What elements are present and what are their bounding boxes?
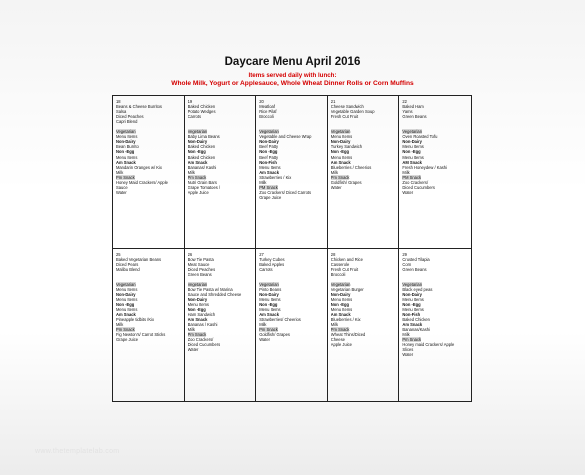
- menu-line-text: Am Snack: [402, 322, 423, 328]
- menu-line: [259, 195, 325, 200]
- menu-line-text: 28: [330, 251, 336, 257]
- menu-line-text: Menu Items: [116, 154, 138, 160]
- menu-line-text: Am Snack: [116, 312, 136, 318]
- menu-calendar-grid: [112, 95, 472, 402]
- menu-line-text: Capri Blend: [116, 119, 138, 125]
- menu-line-text: PM Snack: [259, 184, 278, 190]
- menu-line-text: Milk: [259, 179, 267, 185]
- menu-line-text: Malibu Blend: [116, 266, 140, 272]
- menu-line-text: Diced Pears: [116, 261, 139, 267]
- menu-line-text: Corn: [402, 261, 412, 267]
- menu-line-text: Green Beans: [187, 271, 212, 277]
- menu-line-text: Strawberries/ Cheerios: [259, 317, 301, 323]
- menu-line-text: 26: [187, 251, 193, 257]
- menu-line-text: Non-Dairy: [259, 139, 279, 145]
- menu-line-text: Rice Pilaf: [259, 109, 277, 115]
- menu-line-text: Menu Items: [402, 307, 424, 313]
- menu-line-text: Fresh Honeydew / Kashi: [402, 164, 447, 170]
- menu-line-text: Non-Dairy: [116, 291, 136, 297]
- menu-line-text: 19: [187, 99, 193, 104]
- menu-line-text: Am Snack: [259, 169, 279, 175]
- menu-line-text: Beef Patty: [259, 144, 279, 150]
- menu-line-text: Pm Snack: [116, 327, 135, 333]
- menu-line-text: AM Snack: [402, 159, 422, 165]
- menu-line-text: Black eyed peas: [402, 286, 433, 292]
- menu-line-text: Beans & Cheese Burritos: [116, 104, 162, 110]
- menu-line-text: Goldfish/ Grapes: [330, 179, 362, 185]
- menu-line-text: Milk: [259, 322, 267, 328]
- menu-line-text: Baked Ham: [402, 104, 424, 110]
- menu-line-text: Non -Egg: [116, 149, 135, 155]
- menu-line-text: 22: [402, 99, 407, 104]
- menu-line-text: Vegetarian: [402, 129, 422, 135]
- menu-line-text: Non-Fish: [259, 159, 277, 165]
- menu-line-text: Pineapple tidbits /Kix: [116, 317, 155, 323]
- menu-line-text: Menu Items: [330, 154, 353, 160]
- menu-line-text: Am Snack: [330, 159, 351, 165]
- menu-line-text: Menu Items: [330, 296, 353, 302]
- menu-line-text: Cheese Sandwich: [330, 104, 364, 110]
- day-cell: [185, 249, 257, 402]
- menu-line-text: Vegetarian: [187, 281, 208, 287]
- menu-line-text: Pm Snack: [187, 174, 207, 180]
- menu-line-text: Potato Wedges: [187, 109, 216, 115]
- menu-line-text: Bananas/Kashi: [402, 327, 430, 333]
- menu-line-text: Menu Items: [116, 307, 138, 313]
- menu-line-text: Sauce: [116, 184, 128, 190]
- menu-line-text: Blueberries / Cheerios: [330, 164, 372, 170]
- menu-line-text: Menu Items: [402, 296, 424, 302]
- menu-line-text: Vegetable and Cheese Wrap: [259, 134, 312, 140]
- menu-line-text: Zoo Crackers/ Diced Carrots: [259, 189, 312, 195]
- menu-line-text: Diced Peaches: [187, 266, 216, 272]
- menu-line-text: Menu Items: [330, 134, 353, 140]
- menu-line-text: Grape Tomatoes /: [187, 184, 221, 190]
- watermark: www.thetemplatelab.com: [35, 448, 120, 455]
- menu-line-text: Wheat Thins/Diced: [330, 332, 366, 338]
- day-cell: [113, 96, 185, 249]
- menu-line-text: Menu Items: [116, 134, 138, 140]
- menu-line-text: Vegetarian: [330, 129, 351, 135]
- menu-line: [331, 185, 397, 190]
- menu-line-text: Carrots: [187, 114, 202, 120]
- menu-line-text: Non -Egg: [402, 301, 421, 307]
- menu-line-text: Non -Egg: [259, 149, 278, 155]
- menu-line-text: Cheese: [330, 337, 345, 343]
- menu-line-text: Non-Dairy: [402, 139, 422, 145]
- menu-line-text: Milk: [116, 322, 124, 328]
- menu-line-text: Non -Egg: [259, 301, 278, 307]
- menu-line-text: Non-Dairy: [187, 139, 208, 145]
- daily-items-heading: Items served daily with lunch:: [248, 72, 337, 79]
- menu-line-text: Vegetarian Burger: [330, 286, 364, 292]
- menu-line-text: Nutri Grain Bars: [187, 179, 217, 185]
- menu-line-text: Pm Snack: [259, 327, 278, 333]
- menu-line-text: Honey maid Crackers/ Apple: [402, 342, 455, 348]
- menu-line-text: 29: [402, 251, 407, 257]
- menu-line-text: Baked Apples: [259, 261, 285, 267]
- menu-line-text: Baked Chicken: [187, 104, 216, 110]
- menu-line-text: Am Snack: [187, 317, 208, 323]
- menu-line-text: Pm Snack: [330, 327, 350, 333]
- menu-line: [188, 190, 254, 195]
- menu-line: [402, 352, 469, 357]
- menu-line-text: Diced Cucumbers: [402, 184, 435, 190]
- menu-line-text: Non -Egg: [187, 149, 206, 155]
- menu-line-text: Grape Juice: [116, 337, 139, 343]
- menu-line-text: 18: [116, 99, 121, 104]
- menu-line-text: Water: [116, 189, 127, 195]
- menu-line-text: Green Beans: [402, 114, 427, 120]
- menu-line-text: Water: [402, 352, 414, 358]
- menu-line-text: Pm Snack: [402, 337, 422, 343]
- menu-line-text: Baked Chicken: [187, 144, 216, 150]
- menu-line-text: Bananas/ Kashi: [187, 164, 217, 170]
- menu-line-text: Non -Egg: [330, 149, 349, 155]
- menu-line-text: 25: [116, 251, 121, 257]
- menu-line-text: Vegetable Garden Soup: [330, 109, 375, 115]
- menu-line-text: Salsa: [116, 109, 127, 115]
- menu-line-text: Bananas / Kashi: [187, 322, 218, 328]
- menu-line-text: Milk: [187, 327, 195, 333]
- menu-line-text: Non -Egg: [116, 301, 135, 307]
- menu-line-text: Menu Items: [116, 296, 138, 302]
- menu-line-text: Baked Chicken: [187, 154, 216, 160]
- menu-line-text: Diced Peaches: [116, 114, 144, 120]
- menu-line-text: Green Beans: [402, 266, 427, 272]
- menu-line-text: Crusted Tilapia: [402, 256, 430, 262]
- day-cell: [399, 96, 471, 249]
- menu-line: [116, 337, 182, 342]
- menu-line-text: Milk: [402, 169, 410, 175]
- menu-line-text: Honey Maid Crackers/ Apple: [116, 179, 168, 185]
- menu-line-text: Zoo Crackers/: [187, 337, 214, 343]
- menu-line-text: Menu Items: [330, 307, 353, 313]
- menu-line-text: Am Snack: [187, 159, 208, 165]
- menu-line-text: Water: [259, 337, 270, 343]
- menu-line-text: Baked Chicken: [402, 317, 430, 323]
- menu-line-text: Slices: [402, 347, 414, 353]
- day-cell: [113, 249, 185, 402]
- menu-line-text: Non-Dairy: [330, 139, 351, 145]
- menu-line-text: Chicken and Rice: [330, 256, 363, 262]
- menu-line-text: Blueberries / Kix: [330, 317, 361, 323]
- menu-line-text: Non -Egg: [330, 301, 349, 307]
- menu-line-text: Pinto Beans: [259, 286, 282, 292]
- menu-line-text: Vegetarian: [402, 281, 422, 287]
- menu-line-text: Menu Items: [116, 286, 138, 292]
- menu-line-text: Vegetarian: [259, 281, 279, 287]
- menu-line-text: 21: [330, 99, 336, 104]
- menu-line-text: Yams: [402, 109, 413, 115]
- menu-line-text: Menu Items: [259, 164, 281, 170]
- menu-line-text: Bean Burrito: [116, 144, 139, 150]
- menu-line-text: Beef Patty: [259, 154, 279, 160]
- day-cell: [328, 96, 400, 249]
- menu-line-text: Milk: [330, 322, 339, 328]
- menu-line-text: Non-Dairy: [259, 291, 279, 297]
- menu-line-text: Baked Vegetarian Beans: [116, 256, 162, 262]
- menu-line-text: Fresh Cut Fruit: [330, 266, 359, 272]
- day-cell: [256, 249, 328, 402]
- menu-line-text: Mandarin Oranges w/ Kix: [116, 164, 162, 170]
- menu-line-text: Pm Snack: [187, 332, 207, 338]
- menu-line-text: Non -Egg: [187, 307, 206, 313]
- menu-line-text: Vegetarian: [259, 129, 279, 135]
- menu-line-text: Apple Juice: [330, 342, 352, 348]
- menu-line-text: Non-Fish: [402, 312, 421, 318]
- page-title: Daycare Menu April 2016: [224, 56, 361, 68]
- menu-line-text: Am Snack: [116, 159, 136, 165]
- menu-line-text: Pm Snack: [330, 174, 350, 180]
- day-cell: [399, 249, 471, 402]
- menu-line: [188, 347, 254, 352]
- menu-line-text: Pm Snack: [116, 174, 135, 180]
- menu-line-text: Am Snack: [259, 312, 279, 318]
- menu-line-text: Milk: [187, 169, 195, 175]
- menu-line-text: Fig Newton's/ Carrot Sticks: [116, 332, 166, 338]
- menu-line-text: Menu Items: [259, 307, 281, 313]
- menu-line: [331, 342, 397, 347]
- menu-line-text: Non-Dairy: [330, 291, 351, 297]
- menu-line-text: Am Snack: [330, 312, 351, 318]
- menu-line-text: Vegetarian: [116, 129, 136, 135]
- menu-line-text: Non -Egg: [402, 149, 421, 155]
- menu-line-text: Grape Juice: [259, 194, 282, 200]
- menu-line-text: Non-Dairy: [187, 296, 208, 302]
- menu-line-text: Vegetarian: [116, 281, 136, 287]
- menu-line: [116, 190, 182, 195]
- menu-line-text: Water: [402, 189, 414, 195]
- menu-line-text: Ham Sandwich: [187, 312, 216, 318]
- menu-line-text: Broccoli: [259, 114, 274, 120]
- menu-line-text: Carrots: [259, 266, 273, 272]
- menu-line: [402, 190, 469, 195]
- menu-line-text: Baby Lima Beans: [187, 134, 220, 140]
- menu-line-text: Bow Tie Pasta: [187, 256, 214, 262]
- menu-line-text: 27: [259, 251, 264, 257]
- menu-line-text: Oven Roasted Tofu: [402, 134, 438, 140]
- menu-line-text: Non-Dairy: [402, 291, 422, 297]
- day-cell: [328, 249, 400, 402]
- menu-line-text: Menu Items: [402, 144, 424, 150]
- menu-line-text: Menu Items: [259, 296, 281, 302]
- menu-line-text: Meat Sauce: [187, 261, 210, 267]
- menu-line-text: PM Snack: [402, 174, 422, 180]
- day-cell: [185, 96, 257, 249]
- menu-line-text: Zoo Crackers/: [402, 179, 429, 185]
- menu-line-text: Strawberries / Kix: [259, 174, 292, 180]
- menu-line-text: 20: [259, 99, 264, 104]
- menu-line: [259, 337, 325, 342]
- menu-line-text: Menu Items: [402, 154, 424, 160]
- daily-items-list: Whole Milk, Yogurt or Applesauce, Whole Wheat Dinner Rolls or Corn Muffins: [171, 80, 414, 87]
- menu-line-text: Vegetarian: [330, 281, 351, 287]
- menu-line-text: Diced Cucumbers: [187, 342, 221, 348]
- menu-line-text: Casserole: [330, 261, 350, 267]
- menu-line-text: Milk: [402, 332, 410, 338]
- menu-line-text: Bow Tie Pasta w/ Marina: [187, 286, 233, 292]
- menu-line-text: Non-Dairy: [116, 139, 136, 145]
- menu-line-text: Broccoli: [330, 271, 346, 277]
- menu-line-text: Apple Juice: [187, 189, 209, 195]
- menu-line-text: Meatloaf: [259, 104, 275, 110]
- menu-line-text: Menu Items: [187, 301, 209, 307]
- menu-line-text: Turkey Cubes: [259, 256, 285, 262]
- menu-line-text: Fresh Cut Fruit: [330, 114, 359, 120]
- menu-line-text: Milk: [330, 169, 339, 175]
- menu-line-text: Water: [187, 347, 199, 353]
- day-cell: [256, 96, 328, 249]
- menu-line-text: Goldfish/ Grapes: [259, 332, 290, 338]
- menu-line-text: Milk: [116, 169, 124, 175]
- menu-line-text: Turkey Sandwich: [330, 144, 363, 150]
- menu-line-text: Water: [330, 184, 342, 190]
- menu-line-text: Vegetarian: [187, 129, 208, 135]
- menu-line-text: Sauce and Shredded Cheese: [187, 291, 242, 297]
